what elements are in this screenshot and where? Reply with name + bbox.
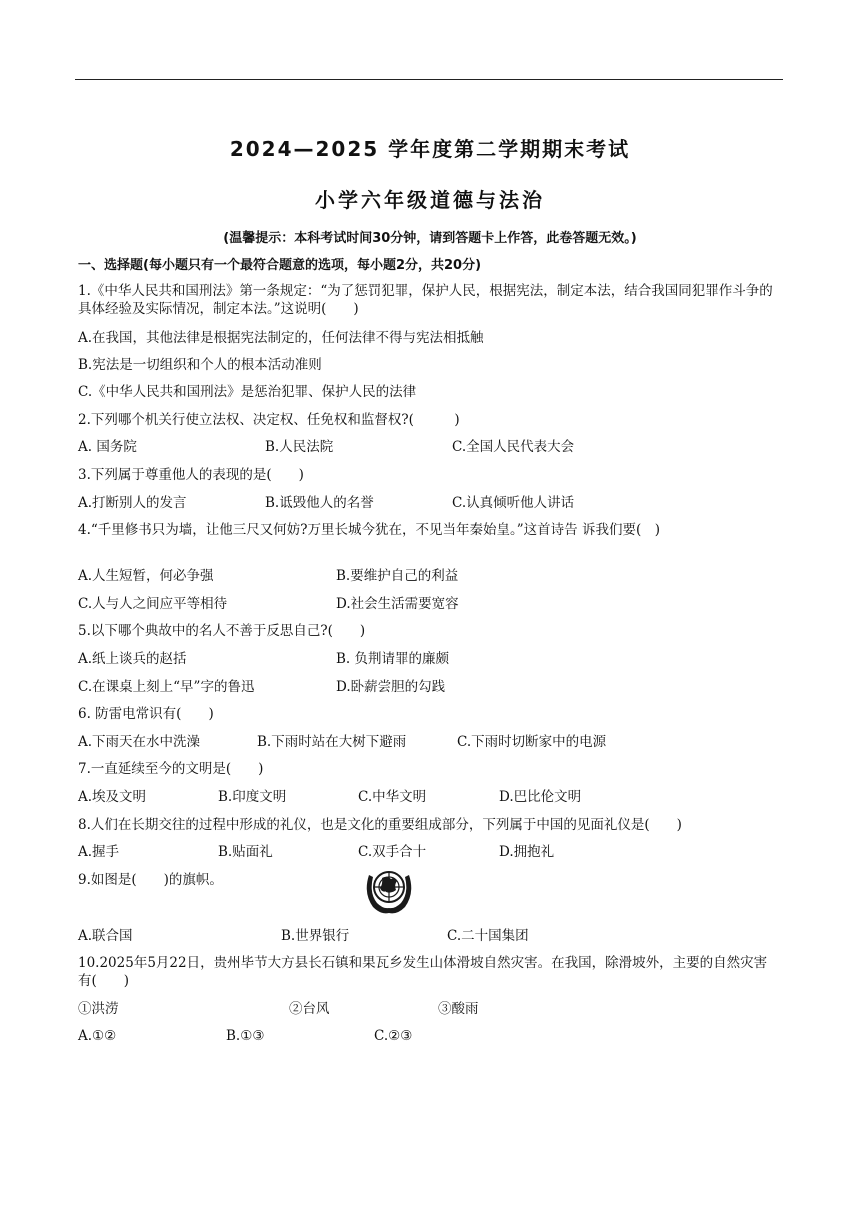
question-9-stem: 9.如图是( )的旗帜。 <box>78 872 223 888</box>
q5-option-b: B. 负荆请罪的廉颇 <box>336 651 450 667</box>
q3-option-a: A.打断别人的发言 <box>78 495 187 511</box>
q10-option-a: A.①② <box>78 1028 117 1044</box>
exam-subtitle: 小学六年级道德与法治 <box>315 188 545 212</box>
q4-option-a: A.人生短暂，何必争强 <box>78 568 214 584</box>
question-3-stem: 3.下列属于尊重他人的表现的是( ) <box>78 467 304 483</box>
q7-option-b: B.印度文明 <box>218 789 287 805</box>
q6-option-b: B.下雨时站在大树下避雨 <box>257 734 407 750</box>
question-2-stem: 2.下列哪个机关行使立法权、决定权、任免权和监督权?( ) <box>78 412 460 428</box>
top-rule <box>75 79 783 80</box>
q5-option-a: A.纸上谈兵的赵括 <box>78 651 187 667</box>
q4-option-b: B.要维护自己的利益 <box>336 568 459 584</box>
q10-item-2: ②台风 <box>289 1001 330 1017</box>
question-1-stem: 1.《中华人民共和国刑法》第一条规定：“为了惩罚犯罪，保护人民，根据宪法，制定本法，结合我国同犯罪作斗争的具体经验及实际情况，制定本法。”这说明( ) <box>78 283 773 317</box>
q10-option-b: B.①③ <box>226 1028 265 1044</box>
q5-option-d: D.卧薪尝胆的勾践 <box>336 679 446 695</box>
q8-option-c: C.双手合十 <box>358 844 427 860</box>
q2-option-a: A. 国务院 <box>78 439 137 455</box>
q9-option-b: B.世界银行 <box>281 928 350 944</box>
q8-option-a: A.握手 <box>78 844 120 860</box>
q9-option-c: C.二十国集团 <box>447 928 529 944</box>
question-7-stem: 7.一直延续至今的文明是( ) <box>78 761 264 777</box>
q1-option-c: C.《中华人民共和国刑法》是惩治犯罪、保护人民的法律 <box>78 384 417 400</box>
q5-option-c: C.在课桌上刻上“早”字的鲁迅 <box>78 679 255 695</box>
q7-option-c: C.中华文明 <box>358 789 427 805</box>
q6-option-a: A.下雨天在水中洗澡 <box>78 734 201 750</box>
q3-option-c: C.认真倾听他人讲话 <box>452 495 575 511</box>
q4-option-c: C.人与人之间应平等相待 <box>78 596 228 612</box>
q2-option-c: C.全国人民代表大会 <box>452 439 575 455</box>
q4-option-d: D.社会生活需要宽容 <box>336 596 459 612</box>
exam-tip: (温馨提示：本科考试时间30分钟，请到答题卡上作答，此卷答题无效。) <box>223 231 637 246</box>
section-heading: 一、选择题(每小题只有一个最符合题意的选项，每小题2分，共20分) <box>78 258 482 273</box>
q3-option-b: B.诋毁他人的名誉 <box>265 495 374 511</box>
question-6-stem: 6. 防雷电常识有( ) <box>78 706 214 722</box>
q7-option-a: A.埃及文明 <box>78 789 147 805</box>
question-10-stem: 10.2025年5月22日，贵州毕节大方县长石镇和果瓦乡发生山体滑坡自然灾害。在我国，除滑坡外，主要的自然灾害有( ) <box>78 955 768 989</box>
q1-option-b: B.宪法是一切组织和个人的根本活动准则 <box>78 357 322 373</box>
q1-option-a: A.在我国，其他法律是根据宪法制定的，任何法律不得与宪法相抵触 <box>78 330 484 346</box>
question-8-stem: 8.人们在长期交往的过程中形成的礼仪，也是文化的重要组成部分，下列属于中国的见面礼仪是( ) <box>78 817 682 833</box>
question-5-stem: 5.以下哪个典故中的名人不善于反思自己?( ) <box>78 623 366 639</box>
q2-option-b: B.人民法院 <box>265 439 334 455</box>
question-4-stem: 4.“千里修书只为墙，让他三尺又何妨?万里长城今犹在，不见当年秦始皇。”这首诗告 诉我们要( ) <box>78 522 660 538</box>
q10-item-3: ③酸雨 <box>438 1001 479 1017</box>
q9-option-a: A.联合国 <box>78 928 133 944</box>
q7-option-d: D.巴比伦文明 <box>499 789 582 805</box>
exam-title: 2024—2025 学年度第二学期期末考试 <box>229 137 631 161</box>
q6-option-c: C.下雨时切断家中的电源 <box>457 734 607 750</box>
q10-option-c: C.②③ <box>374 1028 413 1044</box>
q8-option-d: D.拥抱礼 <box>499 844 555 860</box>
q10-item-1: ①洪涝 <box>78 1001 119 1017</box>
q8-option-b: B.贴面礼 <box>218 844 273 860</box>
un-emblem-icon <box>361 863 417 919</box>
